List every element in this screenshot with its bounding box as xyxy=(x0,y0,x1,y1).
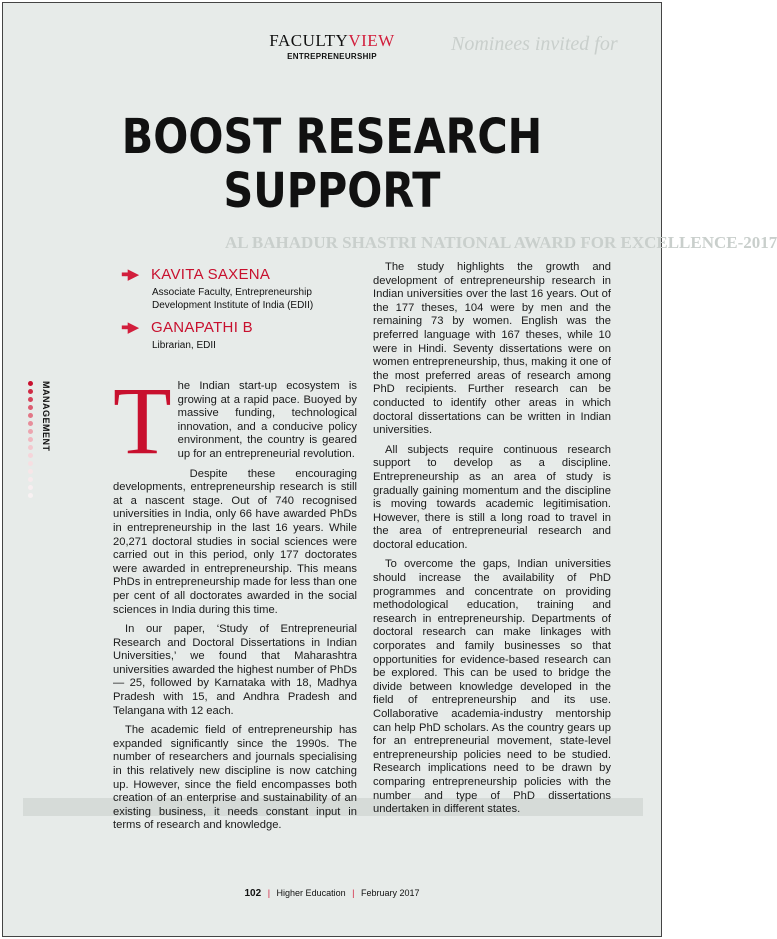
paragraph: The study highlights the growth and development of entrepreneurship research in Indian universities over the last 16 years. Out of the 177 theses, 104 were by men and the remaining 73 by women. English was the preferred language with 167 theses, while 10 were in Hindi. Seventy dissertations were on women entrepreneurship, thus, making it one of the most preferred areas of research among PhD recipients. Further research can be conducted to identify other areas in which doctoral dissertations can be written in Indian universities. xyxy=(373,261,611,437)
paragraph: In our paper, ‘Study of Entrepreneurial Research and Doctoral Dissertations in Indian Universities,’ we found that Maharashtra universities awarded the highest number of PhDs — 25, followed by Karnataka with 18, Madhya Pradesh with 15, and Andhra Pradesh and Telangana with 12 each. xyxy=(113,623,357,717)
publication-name: Higher Education xyxy=(276,888,346,898)
arrow-icon: ▪▪▶ xyxy=(121,266,138,283)
headline-line-1: BOOST RESEARCH xyxy=(121,109,543,165)
show-through-text: AL BAHADUR SHASTRI NATIONAL AWARD FOR EXCELLENCE-2017 xyxy=(225,233,777,252)
paragraph: he Indian start-up ecosystem is growing at a rapid pace. Buoyed by massive funding, technological innovation, and a conducive policy environment, the country is geared up for an entrepreneurial revolution. xyxy=(177,380,357,460)
magazine-page xyxy=(2,2,777,937)
subsection-label: ENTREPRENEURSHIP xyxy=(287,52,377,61)
author-affiliation: Associate Faculty, Entrepreneurship xyxy=(152,287,312,298)
author-block xyxy=(121,318,253,352)
author-affiliation: Librarian, EDII xyxy=(152,340,216,351)
paragraph: To overcome the gaps, Indian universities should increase the availability of PhD programmes and concentrate on providing methodological education, training and research in entrepreneurship. Departments of doctoral research can make linkages with corporates and family businesses so that opportunities for evidence-based research can be explored. This can be used to bridge the divide between knowledge developed in the field of entrepreneurship and its use. Collaborative academia-industry mentorship can help PhD scholars. As the country gears up for an entrepreneurial movement, state-level entrepreneurship policies need to be studied. Research implications need to be drawn by comparing entrepreneurship policies with the number and type of PhD dissertations undertaken in different states. xyxy=(373,558,611,816)
section-label-accent: VIEW xyxy=(348,31,395,50)
article-headline xyxy=(49,110,615,218)
article-column-1 xyxy=(113,367,357,833)
section-label: FACULTY xyxy=(269,31,349,50)
section-header xyxy=(3,31,661,61)
category-label: MANAGEMENT xyxy=(41,381,51,452)
page-number: 102 xyxy=(244,888,262,899)
author-affiliation: Development Institute of India (EDII) xyxy=(152,300,314,311)
issue-date: February 2017 xyxy=(360,888,420,898)
paragraph: All subjects require continuous research support to develop as a discipline. Entrepreneurship as an area of study is gradually gaining momentum and the discipline is moving towards academic legitimisation. However, there is still a long road to travel in the area of entrepreneurial research and doctoral education. xyxy=(373,443,611,551)
arrow-icon: ▪▪▶ xyxy=(121,319,138,336)
drop-cap: T xyxy=(113,367,172,474)
article-column-2 xyxy=(373,261,611,817)
author-name: KAVITA SAXENA xyxy=(151,266,271,283)
author-block xyxy=(121,265,313,312)
paragraph: The academic field of entrepreneurship has expanded significantly since the 1990s. The number of researchers and journals specialising in this relatively new discipline is now catching up. However, since the field encompasses both creation of an enterprise and sustainability of an existing business, it needs constant input in terms of research and knowledge. xyxy=(113,724,357,832)
paragraph: Despite these encouraging developments, entrepreneurship research is still at a nascent stage. Out of 740 recognised universities in India, only 66 have awarded PhDs in entrepreneurship in the last 16 years. While 20,271 doctoral studies in social sciences were carried out in this period, only 177 doctorates were awarded in entrepreneurship. This means PhDs in entrepreneurship made for less than one per cent of all doctorates awarded in the social sciences in India during this time. xyxy=(113,467,357,616)
show-through-text: Nominees invited for xyxy=(451,33,618,55)
author-name: GANAPATHI B xyxy=(151,319,253,336)
headline-line-2: SUPPORT xyxy=(223,163,441,219)
decorative-dots xyxy=(25,381,37,501)
page-footer: 102 | Higher Education | February 2017 xyxy=(244,888,420,899)
